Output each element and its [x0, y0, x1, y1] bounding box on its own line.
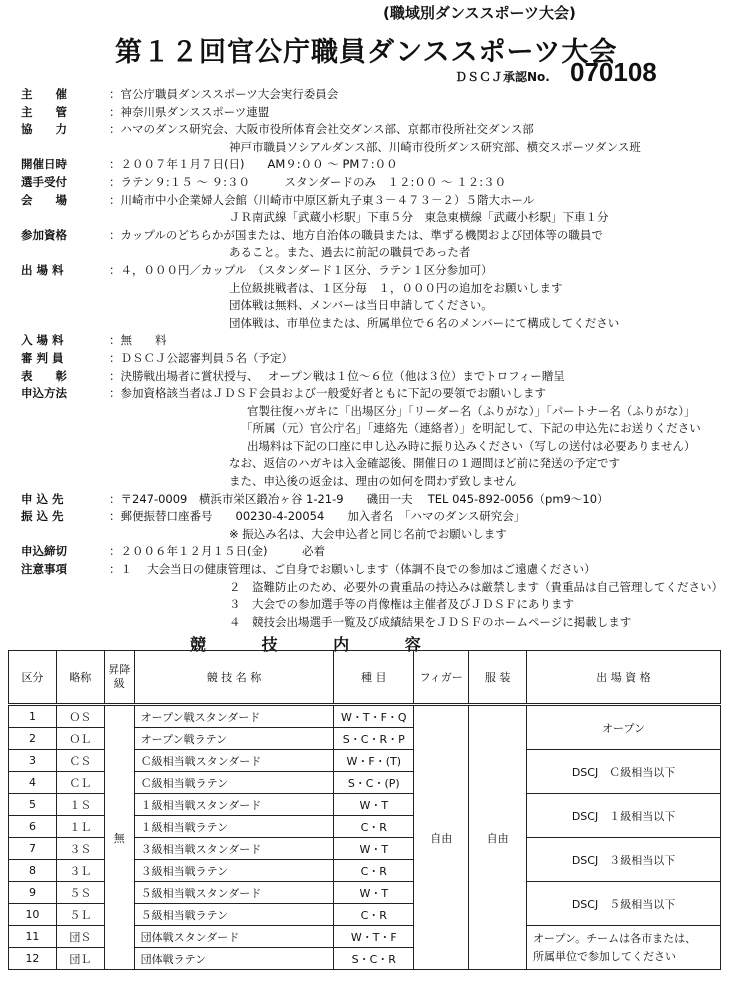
info-value: あること。また、過去に前記の職員であった者 [229, 245, 471, 260]
info-row [21, 596, 731, 614]
row-abbr: １Ｌ [56, 816, 104, 838]
col-header: 区分 [9, 651, 57, 705]
row-number: 9 [9, 882, 57, 904]
row-events: W・T・F [334, 926, 414, 948]
row-name: ５級相当戦スタンダード [134, 882, 334, 904]
info-value: ※ 振込み名は、大会申込者と同じ名前でお願いします [229, 526, 507, 541]
info-row [21, 192, 731, 210]
info-value: ：カップルのどちらかが国または、地方自治体の職員または、準ずる機関および団体等の職員で [109, 227, 603, 242]
info-value: ：４，０００円／カップル （スタンダード１区分、ラテン１区分参加可） [109, 262, 493, 277]
info-label: 選手受付 [21, 174, 67, 189]
info-value: ：決勝戦出場者に賞状授与、 オープン戦は１位～６位（他は３位）までトロフィー贈呈 [109, 368, 565, 383]
info-row [21, 614, 731, 632]
row-abbr: ＣＬ [56, 772, 104, 794]
info-row [21, 121, 731, 139]
info-value: 上位級挑戦者は、１区分毎 １，０００円の追加をお願いします [229, 280, 563, 295]
info-value: 神戸市職員ソシアルダンス部、川崎市役所ダンス研究部、横交スポーツダンス班 [229, 139, 641, 154]
info-row [21, 438, 731, 456]
col-header: 昇降級 [104, 651, 134, 705]
approval-number: 070108 [570, 57, 657, 87]
competition-table [8, 650, 721, 970]
table-row [9, 705, 721, 728]
qualification-cell: DSCJ １級相当以下 [527, 794, 721, 838]
row-abbr: ５Ｓ [56, 882, 104, 904]
info-value: ：ラテン９:１５ ～ ９:３０ スタンダードのみ １２:００ ～ １２:３０ [109, 174, 507, 189]
info-row [21, 473, 731, 491]
info-value: ：川崎市中小企業婦人会館（川崎市中原区新丸子東３－４７３－２）５階大ホール [109, 192, 535, 207]
row-number: 1 [9, 705, 57, 728]
info-value: ：ＤＳＣＪ公認審判員５名（予定） [109, 350, 293, 365]
row-abbr: １Ｓ [56, 794, 104, 816]
row-name: １級相当戦ラテン [134, 816, 334, 838]
info-label [21, 473, 109, 491]
row-abbr: ＣＳ [56, 750, 104, 772]
row-name: Ｃ級相当戦ラテン [134, 772, 334, 794]
qualification-cell: DSCJ Ｃ級相当以下 [527, 750, 721, 794]
info-label [21, 455, 109, 473]
col-header: フィガー [414, 651, 469, 705]
row-name: オープン戦ラテン [134, 728, 334, 750]
row-events: S・C・R・P [334, 728, 414, 750]
info-label [21, 315, 109, 333]
info-row [21, 262, 731, 280]
figure-cell: 自由 [414, 705, 469, 970]
info-row [21, 332, 731, 350]
info-row [21, 315, 731, 333]
info-value: ＪＲ南武線「武蔵小杉駅」下車５分 東急東横線「武蔵小杉駅」下車１分 [229, 210, 609, 225]
info-value: ：ハマのダンス研究会、大阪市役所体育会社交ダンス部、京都市役所社交ダンス部 [109, 122, 534, 137]
row-name: 団体戦スタンダード [134, 926, 334, 948]
info-label: 開催日時 [21, 157, 67, 172]
row-number: 3 [9, 750, 57, 772]
table-header-row [9, 651, 721, 705]
info-row [21, 280, 731, 298]
info-row [21, 508, 731, 526]
info-row [21, 174, 731, 192]
col-header: 略称 [56, 651, 104, 705]
info-label [21, 280, 109, 298]
row-abbr: ＯＳ [56, 705, 104, 728]
info-value: ４ 競技会出場選手一覧及び成績結果をＪＤＳＦのホームページに掲載します [229, 614, 632, 629]
info-row [21, 297, 731, 315]
info-value: ３ 大会での参加選手等の肖像権は主催者及びＪＤＳＦにあります [229, 597, 574, 612]
info-row [21, 86, 731, 104]
row-number: 7 [9, 838, 57, 860]
info-label [21, 438, 109, 456]
competition-heading: 競 技 内 容 [190, 635, 426, 654]
row-name: １級相当戦スタンダード [134, 794, 334, 816]
info-row [21, 526, 731, 544]
info-value: ：１ 大会当日の健康管理は、ご自身でお願いします（体調不良での参加はご遠慮ください） [109, 562, 596, 577]
qualification-cell: DSCJ ５級相当以下 [527, 882, 721, 926]
row-name: オープン戦スタンダード [134, 705, 334, 728]
info-row [21, 579, 731, 597]
info-row [21, 491, 731, 509]
row-events: C・R [334, 904, 414, 926]
info-row [21, 368, 731, 386]
row-number: 4 [9, 772, 57, 794]
info-value: ：神奈川県ダンススポーツ連盟 [109, 104, 270, 119]
info-value: 団体戦は、市単位または、所属単位で６名のメンバーにて構成してください [229, 315, 620, 330]
info-row [21, 561, 731, 579]
row-events: C・R [334, 816, 414, 838]
row-name: Ｃ級相当戦スタンダード [134, 750, 334, 772]
row-name: 団体戦ラテン [134, 948, 334, 970]
info-label [21, 420, 109, 438]
info-value: ：郵便振替口座番号 00230-4-20054 加入者名 「ハマのダンス研究会」 [109, 509, 526, 524]
info-row [21, 244, 731, 262]
info-label: 主 管 [21, 104, 67, 119]
qualification-cell [527, 926, 721, 970]
info-label: 主 催 [21, 87, 67, 101]
row-name: ５級相当戦ラテン [134, 904, 334, 926]
info-label: 申込締切 [21, 544, 67, 559]
info-label [21, 596, 109, 614]
row-abbr: 団Ｌ [56, 948, 104, 970]
row-number: 6 [9, 816, 57, 838]
info-label: 申 込 先 [21, 491, 64, 506]
info-value: ：官公庁職員ダンススポーツ大会実行委員会 [109, 87, 339, 101]
row-events: C・R [334, 860, 414, 882]
row-events: W・T [334, 794, 414, 816]
info-label: 出 場 料 [21, 262, 64, 277]
row-abbr: ３Ｌ [56, 860, 104, 882]
info-label: 申込方法 [21, 386, 67, 401]
info-row [21, 403, 731, 421]
col-header: 種 目 [334, 651, 414, 705]
info-row [21, 139, 731, 157]
info-label: 表 彰 [21, 368, 67, 383]
info-value: 団体戦は無料、メンバーは当日申請してください。 [229, 298, 493, 313]
row-number: 2 [9, 728, 57, 750]
info-row [21, 543, 731, 561]
info-row [21, 104, 731, 122]
info-value: また、申込後の返金は、理由の如何を問わず致しません [229, 474, 517, 489]
info-row [21, 385, 731, 403]
row-abbr: 団Ｓ [56, 926, 104, 948]
qualification-cell: オープン [527, 705, 721, 750]
row-events: W・T [334, 838, 414, 860]
row-events: W・F・(T) [334, 750, 414, 772]
row-number: 10 [9, 904, 57, 926]
col-header: 出 場 資 格 [527, 651, 721, 705]
info-label: 会 場 [21, 192, 67, 207]
col-header: 競 技 名 称 [134, 651, 334, 705]
promotion-cell: 無 [104, 705, 134, 970]
info-label [21, 614, 109, 632]
approval-label: ＤＳＣＪ承認No. [455, 70, 550, 84]
row-number: 8 [9, 860, 57, 882]
info-row [21, 455, 731, 473]
info-section [21, 86, 731, 631]
info-label: 注意事項 [21, 562, 67, 577]
info-label: 協 力 [21, 122, 67, 137]
row-events: W・T・F・Q [334, 705, 414, 728]
info-value: 出場料は下記の口座に申し込み時に振り込みください（写しの送付は必要ありません） [247, 438, 696, 453]
info-value: ：無 料 [109, 333, 167, 348]
row-number: 12 [9, 948, 57, 970]
row-events: S・C・R [334, 948, 414, 970]
info-value: ：参加資格該当者はＪＤＳＦ会員および一般愛好者ともに下記の要領でお願いします [109, 386, 546, 401]
dress-cell: 自由 [469, 705, 527, 970]
info-row [21, 156, 731, 174]
info-label [21, 297, 109, 315]
row-name: ３級相当戦ラテン [134, 860, 334, 882]
qualification-line: 所属単位で参加してください [533, 949, 677, 963]
info-label [21, 139, 109, 157]
info-value: ：２００６年１２月１５日(金) 必着 [109, 544, 325, 559]
subtitle: (職域別ダンススポーツ大会) [383, 4, 576, 22]
row-abbr: ＯＬ [56, 728, 104, 750]
info-value: なお、返信のハガキは入金確認後、開催日の１週間ほど前に発送の予定です [229, 456, 620, 471]
qualification-cell: DSCJ ３級相当以下 [527, 838, 721, 882]
row-number: 5 [9, 794, 57, 816]
info-value: 官製往復ハガキに「出場区分」「リーダー名（ふりがな）」「パートナー名（ふりがな）」 [247, 403, 696, 418]
info-label: 入 場 料 [21, 333, 64, 348]
col-header: 服 装 [469, 651, 527, 705]
row-abbr: ５Ｌ [56, 904, 104, 926]
row-events: W・T [334, 882, 414, 904]
info-value: ２ 盗難防止のため、必要外の貴重品の持込みは厳禁します（貴重品は自己管理してください） [229, 579, 724, 594]
info-label: 振 込 先 [21, 509, 64, 524]
info-row [21, 420, 731, 438]
info-label [21, 403, 109, 421]
info-row [21, 227, 731, 245]
info-label [21, 209, 109, 227]
info-label: 審 判 員 [21, 350, 64, 365]
qualification-line: オープン。チームは各市または、 [533, 931, 697, 945]
info-value: ：〒247-0009 横浜市栄区鍛冶ヶ谷 1-21-9 磯田一夫 TEL 045-892-0056（pm9～10） [109, 491, 609, 506]
info-label [21, 244, 109, 262]
info-row [21, 209, 731, 227]
info-label [21, 579, 109, 597]
row-number: 11 [9, 926, 57, 948]
row-name: ３級相当戦スタンダード [134, 838, 334, 860]
row-abbr: ３Ｓ [56, 838, 104, 860]
info-value: 「所属（元）官公庁名」「連絡先（連絡者）」を明記して、下記の申込先にお送りください [241, 421, 701, 436]
info-value: ：２００７年１月７日(日) AM９:００ ～ PM７:００ [109, 157, 398, 172]
info-label [21, 526, 109, 544]
row-events: S・C・(P) [334, 772, 414, 794]
info-row [21, 350, 731, 368]
page-title: 第１２回官公庁職員ダンススポーツ大会 [115, 37, 618, 68]
info-label: 参加資格 [21, 227, 67, 242]
